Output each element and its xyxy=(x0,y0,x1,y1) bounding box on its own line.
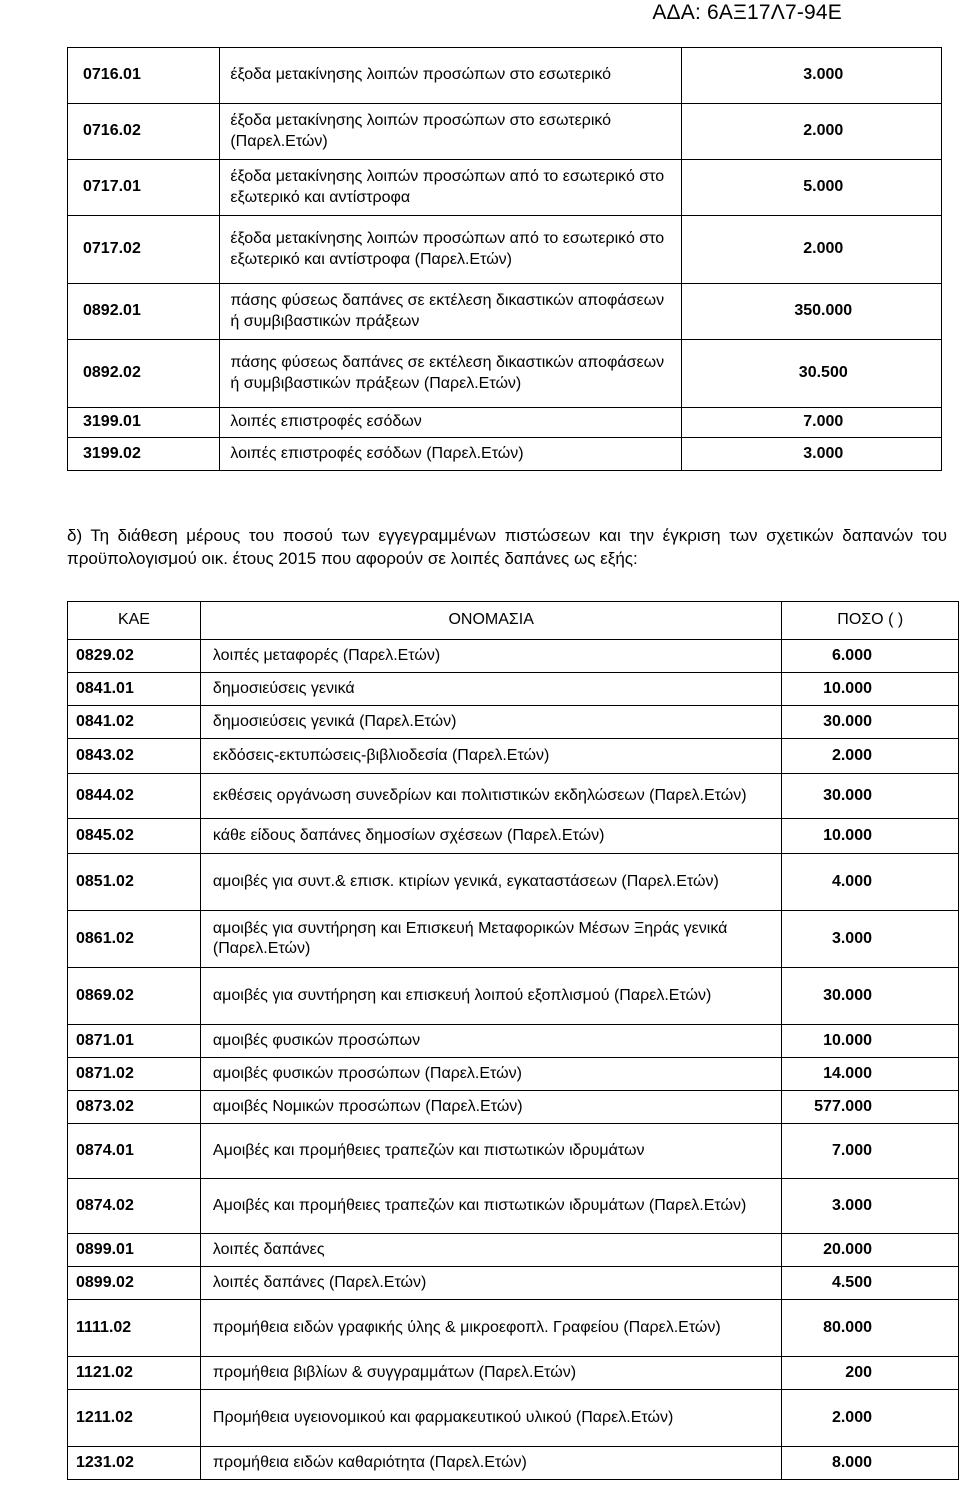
expense-description: λοιπές δαπάνες xyxy=(200,1234,782,1267)
other-expenses-table xyxy=(67,601,959,1480)
table-header-row xyxy=(68,602,959,640)
kae-code: 0716.01 xyxy=(68,48,220,104)
kae-code: 0861.02 xyxy=(68,911,201,968)
expense-description: λοιπές επιστροφές εσόδων (Παρελ.Ετών) xyxy=(220,438,681,471)
kae-code: 1231.02 xyxy=(68,1447,201,1480)
amount-value: 2.000 xyxy=(782,1390,959,1447)
expense-description: προμήθεια βιβλίων & συγγραμμάτων (Παρελ.Ετών) xyxy=(200,1357,782,1390)
amount-value: 8.000 xyxy=(782,1447,959,1480)
expense-description: αμοιβές φυσικών προσώπων (Παρελ.Ετών) xyxy=(200,1058,782,1091)
ada-code: ΑΔΑ: 6ΑΞ17Λ7-94Ε xyxy=(652,1,842,24)
kae-code: 0892.01 xyxy=(68,284,220,340)
kae-code: 0829.02 xyxy=(68,640,201,673)
table-row xyxy=(68,706,959,739)
amount-value: 350.000 xyxy=(681,284,941,340)
table-row xyxy=(68,1357,959,1390)
expense-description: αμοιβές για συντήρηση και Επισκευή Μεταφορικών Μέσων Ξηράς γενικά (Παρελ.Ετών) xyxy=(200,911,782,968)
kae-code: 0845.02 xyxy=(68,819,201,854)
kae-code: 0716.02 xyxy=(68,104,220,160)
table-row xyxy=(68,1267,959,1300)
table-row xyxy=(68,819,959,854)
paragraph-d: δ) Τη διάθεση μέρους του ποσού των εγγεγραμμένων πιστώσεων και την έγκριση των σχετικών δαπανών του προϋπολογισμού οικ. έτους 2015 που αφορούν σε λοιπές δαπάνες ως εξής: xyxy=(67,526,947,568)
table-row xyxy=(68,1058,959,1091)
kae-code: 0874.01 xyxy=(68,1124,201,1179)
amount-value: 10.000 xyxy=(782,819,959,854)
amount-value: 30.500 xyxy=(681,340,941,408)
kae-code: 0899.02 xyxy=(68,1267,201,1300)
expense-description: πάσης φύσεως δαπάνες σε εκτέλεση δικαστικών αποφάσεων ή συμβιβαστικών πράξεων xyxy=(220,284,681,340)
expense-description: έξοδα μετακίνησης λοιπών προσώπων στο εσωτερικό (Παρελ.Ετών) xyxy=(220,104,681,160)
kae-code: 0869.02 xyxy=(68,968,201,1025)
expense-description: Προμήθεια υγειονομικού και φαρμακευτικού υλικού (Παρελ.Ετών) xyxy=(200,1390,782,1447)
table-row xyxy=(68,284,942,340)
table-row xyxy=(68,160,942,216)
table-row xyxy=(68,408,942,438)
amount-value: 10.000 xyxy=(782,673,959,706)
expense-description: κάθε είδους δαπάνες δημοσίων σχέσεων (Παρελ.Ετών) xyxy=(200,819,782,854)
expense-description: έξοδα μετακίνησης λοιπών προσώπων στο εσωτερικό xyxy=(220,48,681,104)
kae-code: 3199.01 xyxy=(68,408,220,438)
amount-value: 2.000 xyxy=(681,216,941,284)
amount-value: 7.000 xyxy=(782,1124,959,1179)
table-row xyxy=(68,968,959,1025)
expense-description: λοιπές επιστροφές εσόδων xyxy=(220,408,681,438)
header-amount: ΠΟΣΟ ( ) xyxy=(782,602,959,640)
kae-code: 0871.02 xyxy=(68,1058,201,1091)
amount-value: 30.000 xyxy=(782,774,959,819)
kae-code: 0899.01 xyxy=(68,1234,201,1267)
expense-description: αμοιβές για συντ.& επισκ. κτιρίων γενικά, εγκαταστάσεων (Παρελ.Ετών) xyxy=(200,854,782,911)
table-row xyxy=(68,1234,959,1267)
kae-code: 0841.01 xyxy=(68,673,201,706)
kae-code: 1111.02 xyxy=(68,1300,201,1357)
table-row xyxy=(68,854,959,911)
expense-description: λοιπές μεταφορές (Παρελ.Ετών) xyxy=(200,640,782,673)
amount-value: 6.000 xyxy=(782,640,959,673)
header-kae: ΚΑΕ xyxy=(68,602,201,640)
kae-code: 0851.02 xyxy=(68,854,201,911)
amount-value: 3.000 xyxy=(681,48,941,104)
table-row xyxy=(68,1124,959,1179)
amount-value: 5.000 xyxy=(681,160,941,216)
expense-description: δημοσιεύσεις γενικά xyxy=(200,673,782,706)
table-row xyxy=(68,774,959,819)
expenses-table-continued xyxy=(67,47,942,471)
expense-description: εκδόσεις-εκτυπώσεις-βιβλιοδεσία (Παρελ.Ετών) xyxy=(200,739,782,774)
amount-value: 3.000 xyxy=(782,1179,959,1234)
kae-code: 0871.01 xyxy=(68,1025,201,1058)
table-row xyxy=(68,739,959,774)
expense-description: αμοιβές φυσικών προσώπων xyxy=(200,1025,782,1058)
amount-value: 2.000 xyxy=(782,739,959,774)
table-row xyxy=(68,104,942,160)
amount-value: 30.000 xyxy=(782,968,959,1025)
table-row xyxy=(68,911,959,968)
expense-description: πάσης φύσεως δαπάνες σε εκτέλεση δικαστικών αποφάσεων ή συμβιβαστικών πράξεων (Παρελ.Ετών) xyxy=(220,340,681,408)
kae-code: 1211.02 xyxy=(68,1390,201,1447)
amount-value: 10.000 xyxy=(782,1025,959,1058)
kae-code: 0844.02 xyxy=(68,774,201,819)
amount-value: 14.000 xyxy=(782,1058,959,1091)
table-row xyxy=(68,1447,959,1480)
amount-value: 20.000 xyxy=(782,1234,959,1267)
table-row xyxy=(68,216,942,284)
table-row xyxy=(68,48,942,104)
expense-description: αμοιβές για συντήρηση και επισκευή λοιπού εξοπλισμού (Παρελ.Ετών) xyxy=(200,968,782,1025)
amount-value: 200 xyxy=(782,1357,959,1390)
kae-code: 0873.02 xyxy=(68,1091,201,1124)
expense-description: έξοδα μετακίνησης λοιπών προσώπων από το εσωτερικό στο εξωτερικό και αντίστροφα xyxy=(220,160,681,216)
expense-description: έξοδα μετακίνησης λοιπών προσώπων από το εσωτερικό στο εξωτερικό και αντίστροφα (Παρελ.Ετών) xyxy=(220,216,681,284)
amount-value: 7.000 xyxy=(681,408,941,438)
expense-description: Αμοιβές και προμήθειες τραπεζών και πιστωτικών ιδρυμάτων (Παρελ.Ετών) xyxy=(200,1179,782,1234)
table-row xyxy=(68,1390,959,1447)
expense-description: Αμοιβές και προμήθειες τραπεζών και πιστωτικών ιδρυμάτων xyxy=(200,1124,782,1179)
kae-code: 0874.02 xyxy=(68,1179,201,1234)
amount-value: 2.000 xyxy=(681,104,941,160)
amount-value: 3.000 xyxy=(782,911,959,968)
expense-description: εκθέσεις οργάνωση συνεδρίων και πολιτιστικών εκδηλώσεων (Παρελ.Ετών) xyxy=(200,774,782,819)
table-row xyxy=(68,1300,959,1357)
table-row xyxy=(68,1179,959,1234)
kae-code: 1121.02 xyxy=(68,1357,201,1390)
amount-value: 30.000 xyxy=(782,706,959,739)
table-row xyxy=(68,1091,959,1124)
table-row xyxy=(68,673,959,706)
table-row xyxy=(68,640,959,673)
expense-description: προμήθεια ειδών καθαριότητα (Παρελ.Ετών) xyxy=(200,1447,782,1480)
table-row xyxy=(68,438,942,471)
amount-value: 4.500 xyxy=(782,1267,959,1300)
table-row xyxy=(68,1025,959,1058)
expense-description: αμοιβές Νομικών προσώπων (Παρελ.Ετών) xyxy=(200,1091,782,1124)
header-name: ΟΝΟΜΑΣΙΑ xyxy=(200,602,782,640)
amount-value: 3.000 xyxy=(681,438,941,471)
kae-code: 0843.02 xyxy=(68,739,201,774)
amount-value: 577.000 xyxy=(782,1091,959,1124)
kae-code: 0841.02 xyxy=(68,706,201,739)
kae-code: 0717.01 xyxy=(68,160,220,216)
table-row xyxy=(68,340,942,408)
expense-description: λοιπές δαπάνες (Παρελ.Ετών) xyxy=(200,1267,782,1300)
kae-code: 0717.02 xyxy=(68,216,220,284)
amount-value: 80.000 xyxy=(782,1300,959,1357)
expense-description: δημοσιεύσεις γενικά (Παρελ.Ετών) xyxy=(200,706,782,739)
kae-code: 0892.02 xyxy=(68,340,220,408)
kae-code: 3199.02 xyxy=(68,438,220,471)
expense-description: προμήθεια ειδών γραφικής ύλης & μικροεφοπλ. Γραφείου (Παρελ.Ετών) xyxy=(200,1300,782,1357)
amount-value: 4.000 xyxy=(782,854,959,911)
